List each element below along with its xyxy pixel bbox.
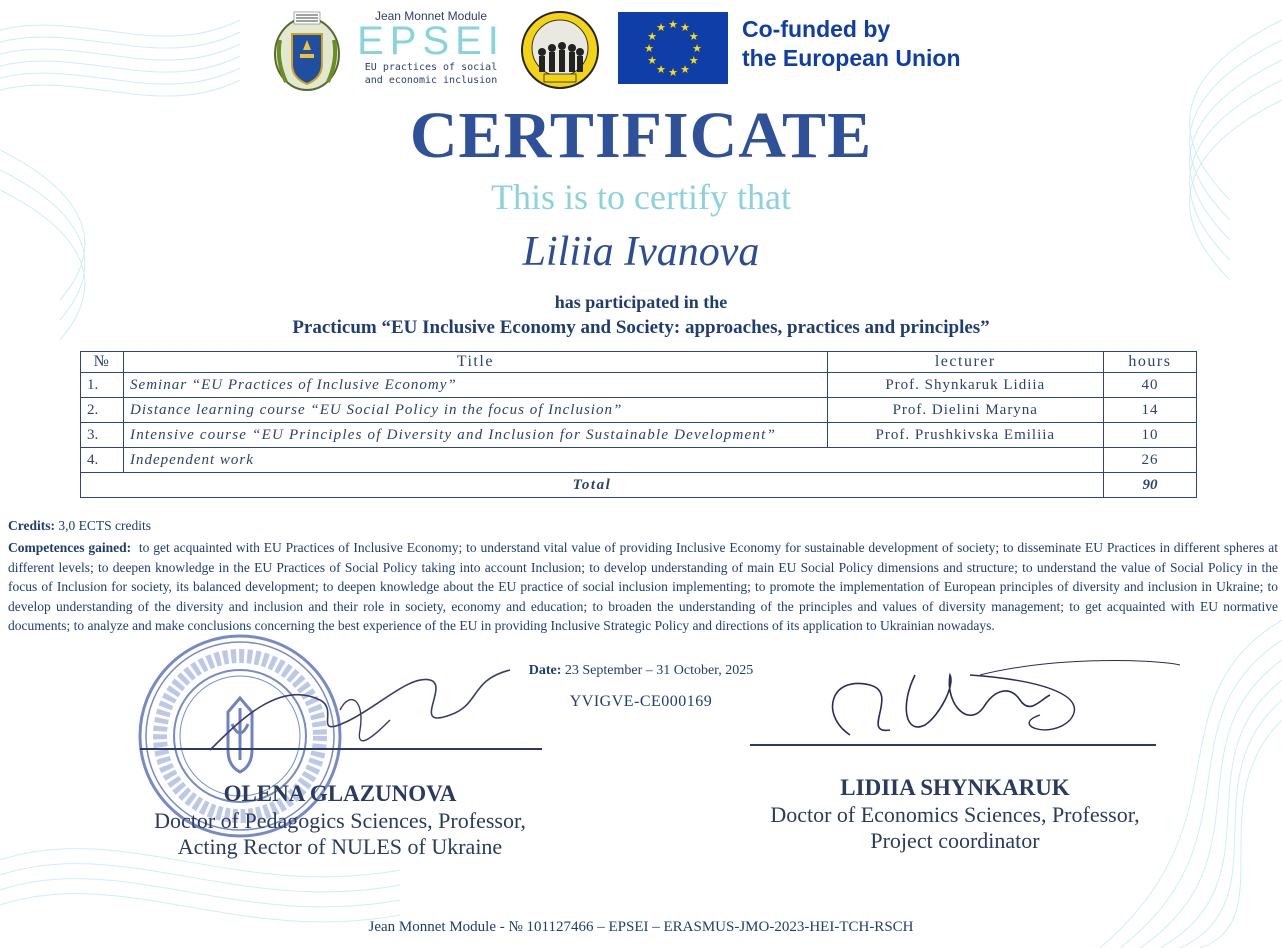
eu-star-icon: ★ xyxy=(656,22,666,35)
column-header-lecturer: lecturer xyxy=(827,352,1103,373)
column-header-hours: hours xyxy=(1103,352,1196,373)
eu-star-icon: ★ xyxy=(680,63,690,76)
signatory-title-line2: Project coordinator xyxy=(870,828,1040,853)
table-total-row xyxy=(81,473,1197,498)
course-lecturer: Prof. Dielini Maryna xyxy=(827,398,1103,423)
course-hours: 14 xyxy=(1103,398,1196,423)
course-lecturer: Prof. Prushkivska Emiliia xyxy=(827,423,1103,448)
competences-paragraph xyxy=(8,538,1278,636)
eu-star-icon: ★ xyxy=(688,31,699,43)
eu-star-icon: ★ xyxy=(668,67,678,79)
eu-cofunded-line2: the European Union xyxy=(742,45,961,71)
table-row xyxy=(81,448,1197,473)
table-row xyxy=(81,373,1197,398)
course-hours: 40 xyxy=(1103,373,1196,398)
recipient-name: Liliia Ivanova xyxy=(522,229,760,275)
eu-star-icon: ★ xyxy=(656,63,666,76)
signature-left xyxy=(150,660,570,770)
column-header-title: Title xyxy=(124,352,828,373)
signatory-right xyxy=(740,774,1170,854)
eu-star-icon: ★ xyxy=(692,43,702,55)
courses-table xyxy=(80,351,1197,498)
table-header-row xyxy=(81,352,1197,373)
header-logos xyxy=(270,8,990,92)
table-row xyxy=(81,423,1197,448)
competences-label: Competences gained: xyxy=(8,540,132,555)
credits-line xyxy=(8,518,151,534)
eu-flag-icon xyxy=(618,12,728,84)
row-number: 1. xyxy=(81,373,124,398)
signatory-left xyxy=(130,780,550,860)
signatory-title-line2: Acting Rector of NULES of Ukraine xyxy=(177,834,503,859)
total-hours: 90 xyxy=(1103,473,1196,498)
eu-star-icon: ★ xyxy=(647,31,658,43)
practicum-title: Practicum “EU Inclusive Economy and Society: approaches, practices and principles” xyxy=(292,317,990,338)
eu-star-icon: ★ xyxy=(668,19,678,31)
module-label: Jean Monnet Module xyxy=(374,9,488,23)
course-title: Distance learning course “EU Social Policy in the focus of Inclusion” xyxy=(124,398,828,423)
eu-star-icon: ★ xyxy=(644,43,654,55)
signature-line-right xyxy=(750,744,1156,746)
signatory-name: OLENA GLAZUNOVA xyxy=(223,781,457,806)
competences-text: to get acquainted with EU Practices of Inclusive Economy; to understand vital value of providing Inclusive Economy for sustainable development of society; to disseminate EU Practices in different spheres at different levels; to deepen knowledge in the EU Practices of Social Policy taking into account Inclusion; to develop understanding of main EU Social Policy dimensions and structure; to understand the value of Social Policy in the focus of Inclusion for society, its balanced development; to deepen knowledge about the EU practice of social inclusion implementing; to promote the implementation of European principles of diversity and inclusion in Ukraine; to develop understanding of the diversity and inclusion and their role in society, economy and education; to broaden the understanding of the principles and values of diversity management; to get acquainted with EU normative documents; to analyze and make conclusions concerning the best experience of the EU in providing Inclusive Strategic Policy and directions of its application to Ukrainian nowadays. xyxy=(8,540,1279,633)
row-number: 4. xyxy=(81,448,124,473)
epsei-module-logo xyxy=(356,8,506,98)
column-header-number: № xyxy=(81,352,124,373)
course-lecturer: Prof. Shynkaruk Lidiia xyxy=(827,373,1103,398)
footer-text: Jean Monnet Module - № 101127466 – EPSEI – ERASMUS-JMO-2023-HEI-TCH-RSCH xyxy=(368,919,914,935)
signature-right xyxy=(740,645,1180,755)
organization-round-logo xyxy=(520,10,600,90)
eu-cofunded-line1: Co-funded by xyxy=(742,16,891,42)
row-number: 2. xyxy=(81,398,124,423)
eu-cofunded-text xyxy=(742,15,961,73)
certificate-title: CERTIFICATE xyxy=(409,99,873,172)
course-title: Independent work xyxy=(124,448,1104,473)
signatory-name: LIDIIA SHYNKARUK xyxy=(840,775,1070,800)
module-subtitle-line2: and economic inclusion xyxy=(364,75,498,86)
certificate-code: YVIGVE-CE000169 xyxy=(569,693,713,710)
certify-text: This is to certify that xyxy=(491,177,791,217)
signature-line-left xyxy=(140,748,542,750)
course-title: Seminar “EU Practices of Inclusive Economy” xyxy=(124,373,828,398)
course-title: Intensive course “EU Principles of Diversity and Inclusion for Sustainable Development” xyxy=(124,423,828,448)
module-subtitle-line1: EU practices of social xyxy=(364,62,498,73)
credits-label: Credits: xyxy=(8,518,55,533)
signatory-title-line1: Doctor of Economics Sciences, Professor, xyxy=(770,802,1140,827)
module-acronym: EPSEI xyxy=(357,19,505,63)
participated-text: has participated in the xyxy=(554,292,728,312)
signatory-title-line1: Doctor of Pedagogics Sciences, Professor, xyxy=(154,808,526,833)
eu-star-icon: ★ xyxy=(688,55,699,67)
eu-star-icon: ★ xyxy=(647,55,658,67)
course-hours: 10 xyxy=(1103,423,1196,448)
date-label: Date: xyxy=(528,663,562,678)
date-value: 23 September – 31 October, 2025 xyxy=(564,663,754,678)
table-row xyxy=(81,398,1197,423)
eu-star-icon: ★ xyxy=(680,22,690,35)
university-crest-logo xyxy=(272,10,342,92)
row-number: 3. xyxy=(81,423,124,448)
course-hours: 26 xyxy=(1103,448,1196,473)
credits-value: 3,0 ECTS credits xyxy=(58,518,151,533)
total-label: Total xyxy=(81,473,1104,498)
